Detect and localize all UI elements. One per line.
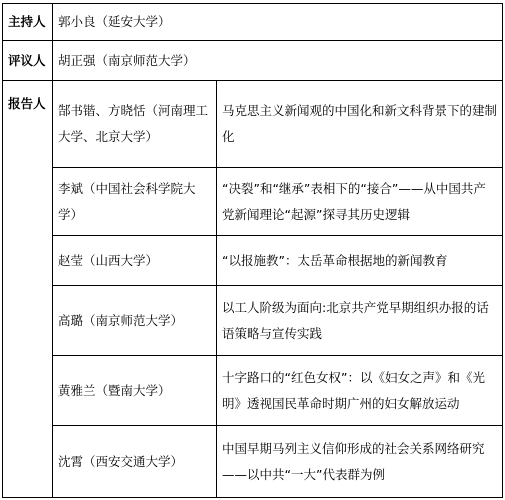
reviewer-row xyxy=(3,41,503,81)
speaker-cell: 李斌（中国社会科学院大学） xyxy=(53,168,217,236)
reviewer-role-label: 评议人 xyxy=(3,41,53,81)
title-cell: “决裂”和“继承”表相下的“接合”——从中国共产党新闻理论“起源”探寻其历史逻辑 xyxy=(217,168,503,236)
host-name: 郭小良（延安大学） xyxy=(53,4,503,41)
host-role-label: 主持人 xyxy=(3,4,53,41)
table-row xyxy=(3,236,503,286)
session-table xyxy=(2,3,503,498)
table-row xyxy=(3,286,503,356)
title-cell: 十字路口的“红色女权”：以《妇女之声》和《光明》透视国民革命时期广州的妇女解放运动 xyxy=(217,356,503,426)
title-cell: 中国早期马列主义信仰形成的社会关系网络研究——以中共“一大”代表群为例 xyxy=(217,426,503,498)
reviewer-name: 胡正强（南京师范大学） xyxy=(53,41,503,81)
speaker-cell: 沈霄（西安交通大学） xyxy=(53,426,217,498)
table-row xyxy=(3,168,503,236)
speaker-cell: 赵莹（山西大学） xyxy=(53,236,217,286)
table-row xyxy=(3,356,503,426)
host-row xyxy=(3,4,503,41)
speaker-cell: 黄雅兰（暨南大学） xyxy=(53,356,217,426)
reporter-role-label: 报告人 xyxy=(3,81,53,498)
speaker-cell: 高璐（南京师范大学） xyxy=(53,286,217,356)
table-row xyxy=(3,426,503,498)
title-cell: 马克思主义新闻观的中国化和新文科背景下的建制化 xyxy=(217,81,503,168)
title-cell: 以工人阶级为面向:北京共产党早期组织办报的话语策略与宣传实践 xyxy=(217,286,503,356)
speaker-cell: 郜书锴、方晓恬（河南理工大学、北京大学） xyxy=(53,81,217,168)
table-row xyxy=(3,81,503,168)
title-cell: “以报施教”：太岳革命根据地的新闻教育 xyxy=(217,236,503,286)
